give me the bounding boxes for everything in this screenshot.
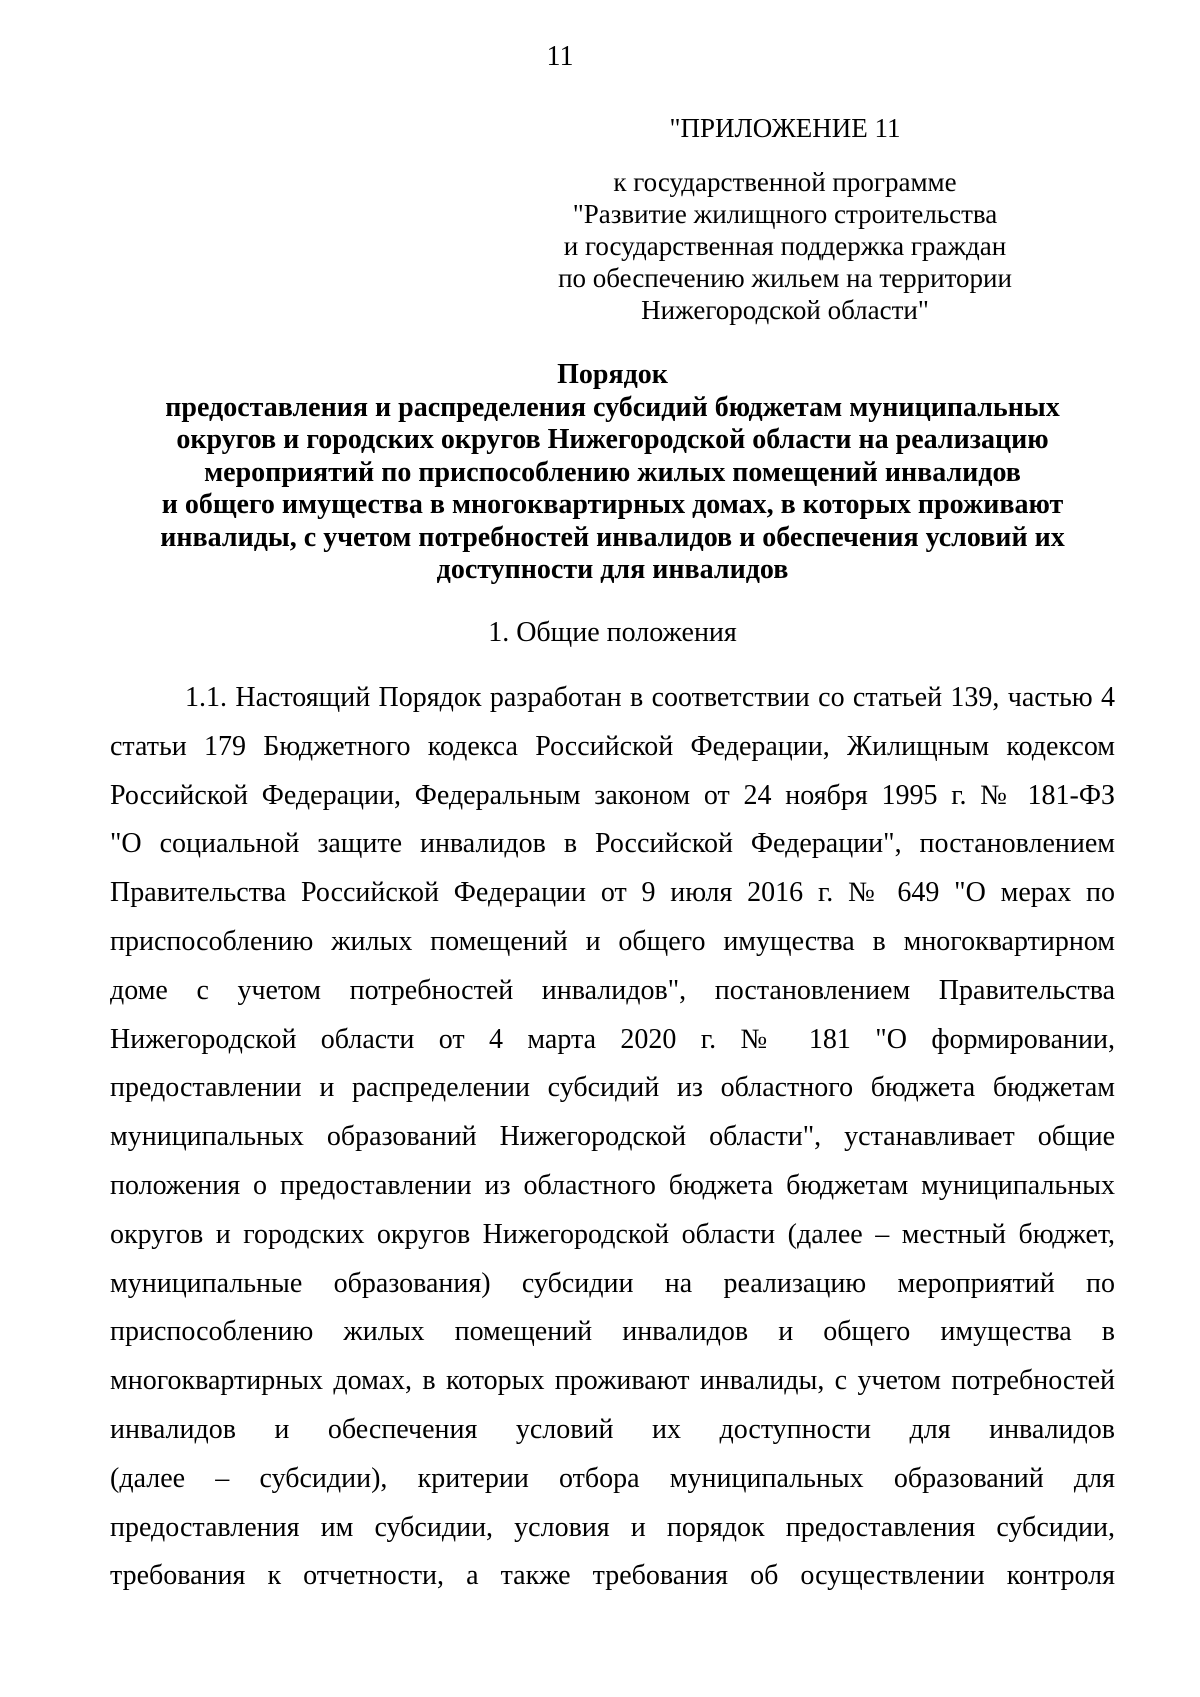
appendix-line: к государственной программе — [613, 167, 957, 197]
paragraph-line: муниципальных образований Нижегородской области", устанавливает общие — [110, 1121, 1115, 1153]
paragraph-line: Правительства Российской Федерации от 9 июля 2016 г. № 649 "О мерах по — [110, 877, 1115, 909]
document-title — [110, 359, 1115, 587]
document-title-line: и общего имущества в многоквартирных домах, в которых проживают — [161, 489, 1064, 520]
paragraph-line: предоставления им субсидии, условия и порядок предоставления субсидии, — [110, 1511, 1115, 1543]
paragraph-line: многоквартирных домах, в которых проживают инвалиды, с учетом потребностей — [110, 1365, 1115, 1397]
document-title-line: округов и городских округов Нижегородской области на реализацию — [176, 424, 1049, 455]
appendix-block — [545, 112, 1025, 326]
appendix-line: Нижегородской области" — [641, 295, 929, 325]
appendix-line: "Развитие жилищного строительства — [572, 199, 998, 229]
document-title-line: предоставления и распределения субсидий бюджетам муниципальных — [165, 391, 1060, 423]
appendix-line: по обеспечению жильем на территории — [558, 263, 1012, 293]
paragraph-line: 1.1. Настоящий Порядок разработан в соответствии со статьей 139, частью 4 — [185, 682, 1115, 713]
appendix-line: и государственная поддержка граждан — [563, 231, 1007, 261]
paragraph-line: приспособлению жилых помещений и общего имущества в многоквартирном — [110, 925, 1115, 957]
paragraph-line: Нижегородской области от 4 марта 2020 г. № 181 "О формировании, — [110, 1023, 1115, 1055]
paragraph-line: "О социальной защите инвалидов в Российской Федерации", постановлением — [110, 828, 1115, 860]
paragraph-line: статьи 179 Бюджетного кодекса Российской Федерации, Жилищным кодексом — [110, 730, 1115, 762]
document-title-line: инвалиды, с учетом потребностей инвалидов и обеспечения условий их — [160, 521, 1065, 553]
page-number: 11 — [546, 41, 574, 72]
paragraph-line: приспособлению жилых помещений инвалидов и общего имущества в — [110, 1316, 1115, 1348]
document-title-line: мероприятий по приспособлению жилых помещений инвалидов — [204, 456, 1021, 488]
paragraph-line: Российской Федерации, Федеральным законом от 24 ноября 1995 г. № 181-ФЗ — [110, 779, 1115, 811]
paragraph-line: положения о предоставлении из областного бюджета бюджетам муниципальных — [110, 1169, 1115, 1201]
paragraph-1-1 — [110, 674, 1115, 1601]
section-heading: 1. Общие положения — [488, 617, 737, 648]
paragraph-line: доме с учетом потребностей инвалидов", постановлением Правительства — [110, 974, 1115, 1006]
appendix-heading: "ПРИЛОЖЕНИЕ 11 — [669, 113, 901, 143]
paragraph-line: инвалидов и обеспечения условий их доступности для инвалидов — [110, 1413, 1115, 1445]
paragraph-line: предоставлении и распределении субсидий из областного бюджета бюджетам — [110, 1072, 1115, 1104]
paragraph-line: (далее – субсидии), критерии отбора муниципальных образований для — [110, 1462, 1115, 1494]
document-title-line: Порядок — [557, 359, 668, 390]
paragraph-line: муниципальные образования) субсидии на реализацию мероприятий по — [110, 1267, 1115, 1299]
paragraph-line: округов и городских округов Нижегородской области (далее – местный бюджет, — [110, 1218, 1115, 1250]
paragraph-line: требования к отчетности, а также требования об осуществлении контроля — [110, 1560, 1115, 1592]
document-title-line: доступности для инвалидов — [436, 554, 789, 585]
